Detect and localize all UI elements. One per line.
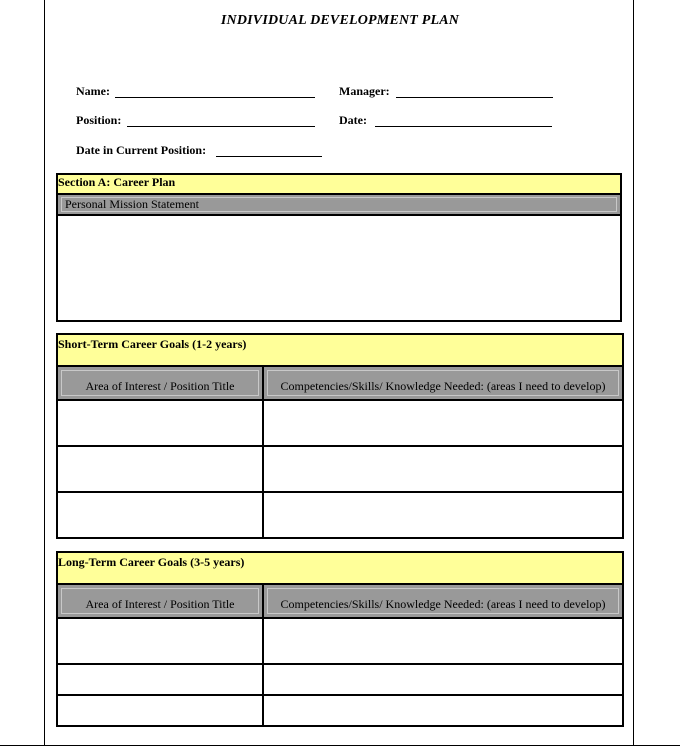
date-field[interactable] (375, 126, 552, 127)
short-term-col1-header (57, 366, 263, 400)
short-term-col1-label: Area of Interest / Position Title (61, 370, 259, 396)
long-term-area-cell[interactable] (57, 618, 263, 664)
short-term-table (56, 333, 624, 539)
short-term-skills-cell[interactable] (263, 492, 623, 538)
long-term-area-cell[interactable] (57, 664, 263, 695)
long-term-col1-label: Area of Interest / Position Title (61, 588, 259, 614)
long-term-title: Long-Term Career Goals (3-5 years) (57, 552, 623, 584)
mission-header (57, 194, 621, 215)
short-term-skills-cell[interactable] (263, 400, 623, 446)
name-field[interactable] (115, 97, 315, 98)
short-term-col2-header (263, 366, 623, 400)
manager-label: Manager: (339, 84, 390, 98)
date-in-position-field[interactable] (216, 156, 322, 157)
document-title: INDIVIDUAL DEVELOPMENT PLAN (220, 13, 460, 28)
short-term-title: Short-Term Career Goals (1-2 years) (57, 334, 623, 366)
mission-input[interactable] (57, 215, 621, 321)
long-term-skills-cell[interactable] (263, 695, 623, 726)
short-term-col2-label: Competencies/Skills/ Knowledge Needed: (areas I need to develop) (267, 370, 619, 396)
long-term-col1-header (57, 584, 263, 618)
section-a-table (56, 173, 622, 322)
page-border-right (633, 0, 634, 746)
page-border-left (44, 0, 45, 746)
section-a-title: Section A: Career Plan (57, 174, 621, 194)
long-term-col2-header (263, 584, 623, 618)
long-term-skills-cell[interactable] (263, 664, 623, 695)
position-field[interactable] (127, 126, 315, 127)
long-term-area-cell[interactable] (57, 695, 263, 726)
long-term-table (56, 551, 624, 727)
manager-field[interactable] (396, 97, 553, 98)
mission-label: Personal Mission Statement (61, 197, 617, 212)
long-term-skills-cell[interactable] (263, 618, 623, 664)
position-label: Position: (76, 113, 122, 127)
date-in-position-label: Date in Current Position: (76, 143, 207, 157)
date-label: Date: (339, 113, 367, 127)
short-term-area-cell[interactable] (57, 446, 263, 492)
short-term-skills-cell[interactable] (263, 446, 623, 492)
short-term-area-cell[interactable] (57, 400, 263, 446)
long-term-col2-label: Competencies/Skills/ Knowledge Needed: (areas I need to develop) (267, 588, 619, 614)
name-label: Name: (76, 84, 110, 98)
short-term-area-cell[interactable] (57, 492, 263, 538)
